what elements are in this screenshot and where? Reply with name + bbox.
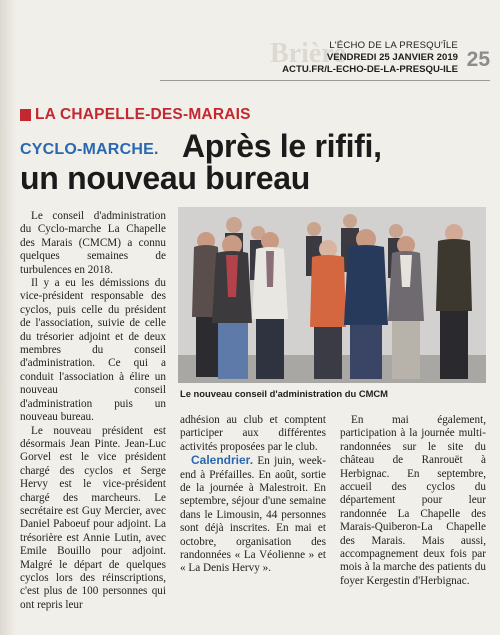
paragraph: Le nouveau président est désormais Jean Pinte. Jean-Luc Gorvel est le vice président chargé des cyclos et Serge Hervy est le vice-président chargé des marcheurs. Le secrétaire est Guy Mercier, avec Daniel Paboeuf pour adjoint. La trésorière est Annie Lutin, avec Emile Bouillo pour adjoint. Malgré le départ de quelques cyclos lors des réinscriptions, c'est plus de 100 personnes qui ont repris leur: [20, 424, 166, 611]
page-edge-shadow: [0, 0, 16, 635]
ghost-bleedthrough-word: Brière: [270, 38, 346, 69]
headline-line-1: Après le rififi,: [182, 128, 382, 164]
article-kicker: CYCLO-MARCHE.: [20, 141, 159, 158]
group-photo-illustration: [178, 207, 486, 383]
publication-date: VENDREDI 25 JANVIER 2019: [326, 52, 458, 63]
header-rule: [160, 80, 490, 81]
body-column-1: [20, 210, 166, 612]
body-column-3: [340, 414, 486, 588]
section-title-text: LA CHAPELLE-DES-MARAIS: [35, 106, 251, 123]
section-title: [20, 106, 251, 124]
page-number: 25: [466, 48, 490, 71]
headline-line-2: un nouveau bureau: [20, 160, 311, 196]
calendar-label: Calendrier.: [191, 453, 254, 468]
paragraph: adhésion au club et comptent participer aux différentes activités proposées par le club.: [180, 414, 326, 453]
calendar-text: En juin, week-end à Préfailles. En août, sortie de la journée à Malestroit. En septembre, séjour d'une semaine dans le Limousin, 44 personnes sont déjà inscrites. En mai et octobre, organisation des randonnées « La Véolienne » et « La Denis Hervy ».: [180, 455, 326, 575]
publication-name: L'ÉCHO DE LA PRESQU'ÎLE: [329, 40, 458, 51]
body-column-2: [180, 414, 326, 576]
publication-website: ACTU.FR/L-ECHO-DE-LA-PRESQU-ILE: [282, 64, 458, 75]
paragraph: Il y a eu les démissions du vice-président responsable des cyclos, puis celle du président de l'association, suivie de celle du trésorier adjoint et de deux membres du conseil d'administration. Ce qui a conduit l'association à élire un nouveau conseil d'administration puis un nouveau bureau.: [20, 277, 166, 424]
paragraph: [180, 454, 326, 576]
group-photo: [178, 207, 486, 383]
photo-caption: Le nouveau conseil d'administration du CMCM: [180, 388, 388, 399]
page-header: [282, 40, 458, 76]
paragraph: Le conseil d'administration du Cyclo-marche La Chapelle des Marais (CMCM) a connu quelques semaines de turbulences en 2018.: [20, 210, 166, 276]
paragraph: En mai également, participation à la journée multi-randonnées sur le site du château de Ranrouët à Herbignac. En septembre, accueil des cyclos du département pour leur randonnée La Chapelle des Marais-Quiberon-La Chapelle des Marais. Mais aussi, accompagnement deux fois par mois à la marche des patients du foyer Kergestin d'Herbignac.: [340, 414, 486, 587]
section-square-icon: [20, 109, 31, 121]
